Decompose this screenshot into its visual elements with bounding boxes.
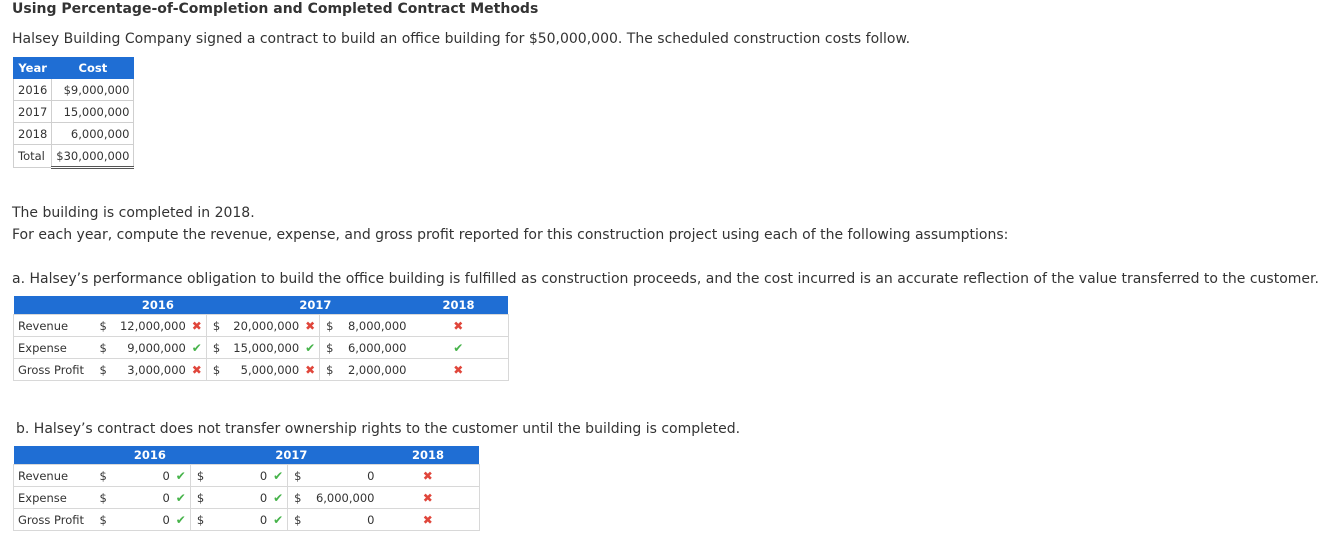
cost-table (13, 57, 134, 169)
year-cell: 2017 (14, 101, 52, 123)
dollar-sign: $ (94, 315, 109, 337)
part-a-header (14, 296, 509, 315)
gross-profit-2016-input[interactable]: 0 (109, 509, 172, 531)
dollar-sign: $ (94, 509, 109, 531)
instruction-text: For each year, compute the revenue, expense, and gross profit reported for this construction project using each of the following assumptions: (12, 227, 1009, 243)
cost-table-header (14, 58, 134, 79)
year-cell: 2016 (14, 79, 52, 101)
expense-row (14, 487, 480, 509)
cost-cell: 15,000,000 (52, 101, 134, 123)
table-row-total (14, 145, 134, 168)
table-row (14, 123, 134, 145)
incorrect-icon: ✖ (376, 465, 479, 487)
part-a-prompt: a. Halsey’s performance obligation to build the office building is fulfilled as construction proceeds, and the cost incurred is an accurate reflection of the value transferred to the customer. (12, 271, 1319, 287)
dollar-sign: $ (190, 465, 206, 487)
incorrect-icon: ✖ (408, 315, 508, 337)
cost-cell: $30,000,000 (52, 145, 134, 168)
blank-header (14, 296, 94, 315)
part-b-header (14, 446, 480, 465)
revenue-2016-input[interactable]: 0 (109, 465, 172, 487)
expense-2017-input[interactable]: 15,000,000 (222, 337, 301, 359)
part-b-table (13, 446, 480, 531)
dollar-sign: $ (206, 337, 222, 359)
dollar-sign: $ (320, 359, 336, 381)
dollar-sign: $ (94, 337, 109, 359)
gross-profit-row (14, 359, 509, 381)
dollar-sign: $ (288, 509, 304, 531)
year-cell: 2018 (14, 123, 52, 145)
correct-icon: ✔ (188, 337, 207, 359)
incorrect-icon: ✖ (376, 487, 479, 509)
correct-icon: ✔ (269, 465, 288, 487)
dollar-sign: $ (190, 487, 206, 509)
correct-icon: ✔ (269, 509, 288, 531)
part-a-table (13, 296, 509, 381)
gross-profit-2016-input[interactable]: 3,000,000 (109, 359, 188, 381)
expense-2018-input[interactable]: 6,000,000 (303, 487, 376, 509)
dollar-sign: $ (320, 337, 336, 359)
blank-header (14, 446, 94, 465)
row-label: Gross Profit (14, 359, 94, 381)
dollar-sign: $ (288, 465, 304, 487)
incorrect-icon: ✖ (301, 359, 320, 381)
dollar-sign: $ (206, 315, 222, 337)
year-header: Year (14, 58, 52, 79)
incorrect-icon: ✖ (376, 509, 479, 531)
page-title: Using Percentage-of-Completion and Completed Contract Methods (12, 1, 539, 17)
gross-profit-row (14, 509, 480, 531)
correct-icon: ✔ (301, 337, 320, 359)
correct-icon: ✔ (172, 509, 191, 531)
row-label: Gross Profit (14, 509, 94, 531)
correct-icon: ✔ (172, 465, 191, 487)
revenue-row (14, 315, 509, 337)
cost-cell: 6,000,000 (52, 123, 134, 145)
year-2018-header: 2018 (408, 296, 508, 315)
incorrect-icon: ✖ (188, 315, 207, 337)
expense-2018-input[interactable]: 6,000,000 (335, 337, 408, 359)
dollar-sign: $ (320, 315, 336, 337)
revenue-2018-input[interactable]: 8,000,000 (335, 315, 408, 337)
year-2018-header: 2018 (376, 446, 479, 465)
cost-cell: $9,000,000 (52, 79, 134, 101)
dollar-sign: $ (288, 487, 304, 509)
gross-profit-2018-input[interactable]: 0 (303, 509, 376, 531)
gross-profit-2017-input[interactable]: 0 (206, 509, 269, 531)
year-cell: Total (14, 145, 52, 168)
dollar-sign: $ (206, 359, 222, 381)
year-2017-header: 2017 (222, 296, 408, 315)
gross-profit-2018-input[interactable]: 2,000,000 (335, 359, 408, 381)
incorrect-icon: ✖ (301, 315, 320, 337)
expense-row (14, 337, 509, 359)
year-2016-header: 2016 (94, 446, 207, 465)
row-label: Revenue (14, 465, 94, 487)
table-row (14, 79, 134, 101)
dollar-sign: $ (190, 509, 206, 531)
incorrect-icon: ✖ (188, 359, 207, 381)
row-label: Revenue (14, 315, 94, 337)
year-2017-header: 2017 (206, 446, 376, 465)
revenue-2018-input[interactable]: 0 (303, 465, 376, 487)
revenue-2017-input[interactable]: 20,000,000 (222, 315, 301, 337)
correct-icon: ✔ (408, 337, 508, 359)
expense-2016-input[interactable]: 0 (109, 487, 172, 509)
expense-2016-input[interactable]: 9,000,000 (109, 337, 188, 359)
intro-text: Halsey Building Company signed a contract to build an office building for $50,000,000. The scheduled construction costs follow. (12, 31, 911, 47)
revenue-2016-input[interactable]: 12,000,000 (109, 315, 188, 337)
dollar-sign: $ (94, 359, 109, 381)
cost-header: Cost (52, 58, 134, 79)
completed-text: The building is completed in 2018. (12, 205, 255, 221)
correct-icon: ✔ (269, 487, 288, 509)
expense-2017-input[interactable]: 0 (206, 487, 269, 509)
revenue-row (14, 465, 480, 487)
year-2016-header: 2016 (94, 296, 223, 315)
dollar-sign: $ (94, 465, 109, 487)
row-label: Expense (14, 487, 94, 509)
correct-icon: ✔ (172, 487, 191, 509)
row-label: Expense (14, 337, 94, 359)
revenue-2017-input[interactable]: 0 (206, 465, 269, 487)
incorrect-icon: ✖ (408, 359, 508, 381)
table-row (14, 101, 134, 123)
dollar-sign: $ (94, 487, 109, 509)
gross-profit-2017-input[interactable]: 5,000,000 (222, 359, 301, 381)
part-b-prompt: b. Halsey’s contract does not transfer ownership rights to the customer until the building is completed. (16, 421, 741, 437)
